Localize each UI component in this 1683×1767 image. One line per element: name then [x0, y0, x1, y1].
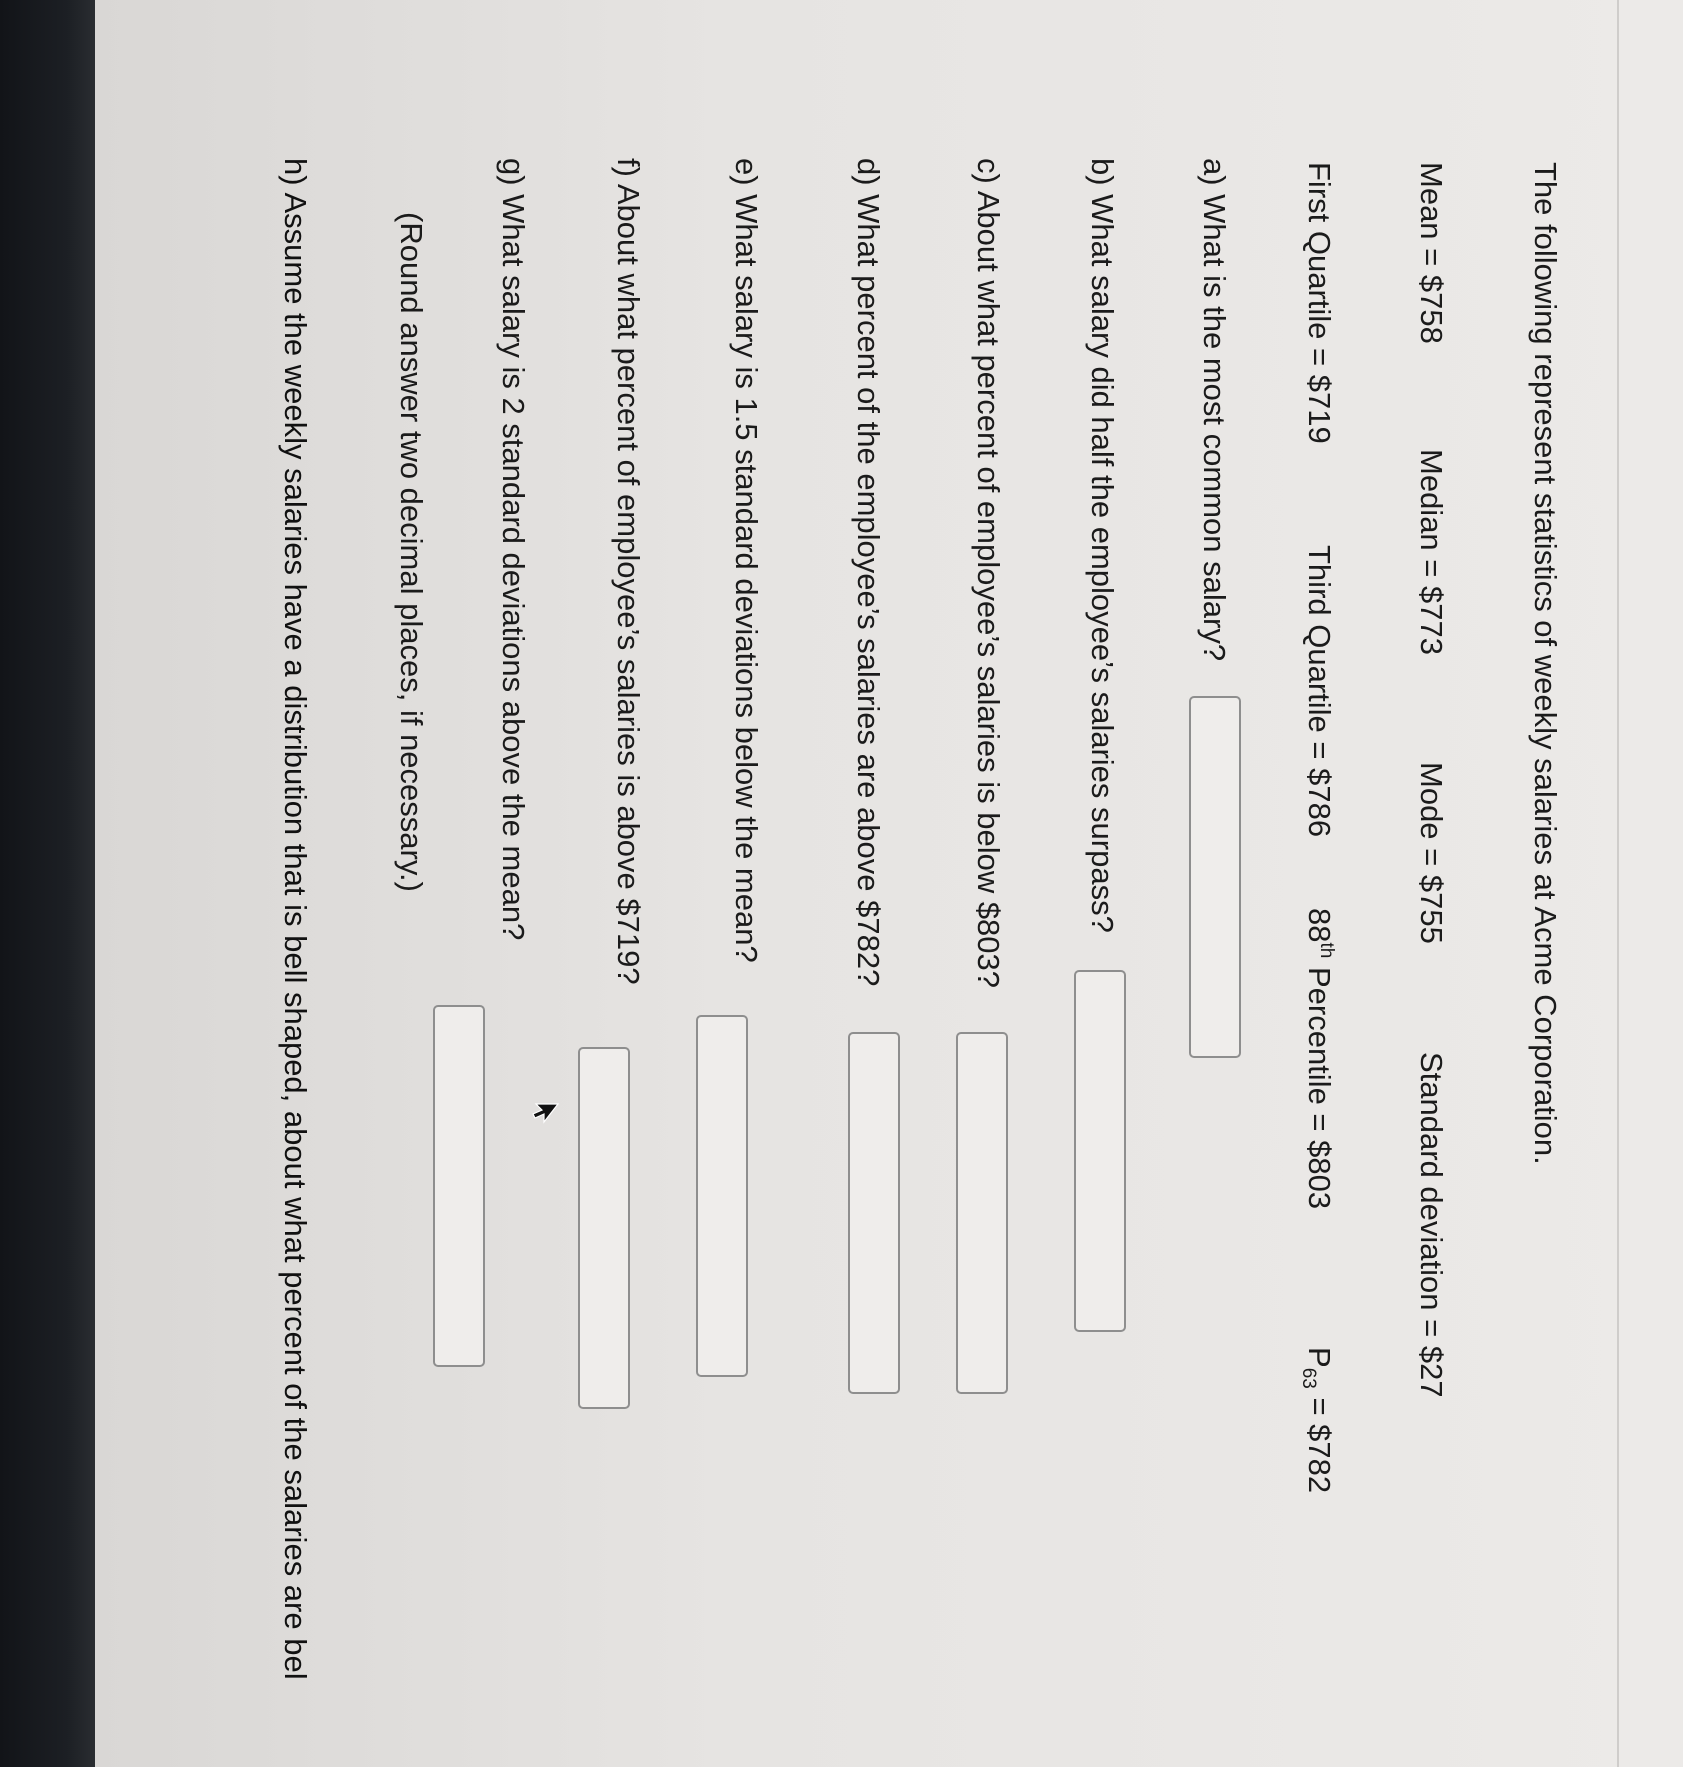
answer-f-input[interactable]	[578, 1047, 630, 1409]
stat-88th-percentile: 88th Percentile = $803	[1302, 908, 1337, 1210]
stat-third-quartile: Third Quartile = $786	[1302, 545, 1337, 838]
page-top-divider	[1617, 0, 1619, 1767]
stat-std-dev: Standard deviation = $27	[1414, 1052, 1449, 1398]
answer-g-input[interactable]	[433, 1005, 485, 1367]
answer-e-input[interactable]	[696, 1015, 748, 1377]
question-page	[95, 0, 1683, 1767]
question-h-partial: h) Assume the weekly salaries have a distribution that is bell shaped, about what percent of the salaries are bel	[278, 158, 313, 1680]
question-g-note: (Round answer two decimal places, if necessary.)	[394, 212, 429, 892]
answer-d-input[interactable]	[848, 1032, 900, 1394]
answer-b-input[interactable]	[1074, 970, 1126, 1332]
answer-a-input[interactable]	[1189, 696, 1241, 1058]
stat-mode: Mode = $755	[1414, 762, 1449, 944]
screen-bezel	[0, 0, 95, 1767]
stat-median: Median = $773	[1414, 449, 1449, 655]
answer-c-input[interactable]	[956, 1032, 1008, 1394]
question-d: d) What percent of the employee’s salaries are above $782?	[851, 158, 886, 987]
question-g: g) What salary is 2 standard deviations above the mean?	[496, 158, 531, 941]
question-b: b) What salary did half the employee’s salaries surpass?	[1085, 158, 1120, 933]
stat-mean: Mean = $758	[1414, 162, 1449, 344]
question-f: f) About what percent of employee’s salaries is above $719?	[611, 158, 646, 985]
question-c: c) About what percent of employee’s salaries is below $803?	[971, 158, 1006, 989]
question-e: e) What salary is 1.5 standard deviations below the mean?	[729, 158, 764, 963]
stat-p63: $P_{63}$ = $782	[1298, 1347, 1337, 1494]
intro-text: The following represent statistics of weekly salaries at Acme Corporation.	[1528, 162, 1563, 1165]
mouse-cursor-icon	[532, 1102, 560, 1130]
stat-first-quartile: First Quartile = $719	[1302, 162, 1337, 444]
question-a: a) What is the most common salary?	[1197, 158, 1232, 662]
